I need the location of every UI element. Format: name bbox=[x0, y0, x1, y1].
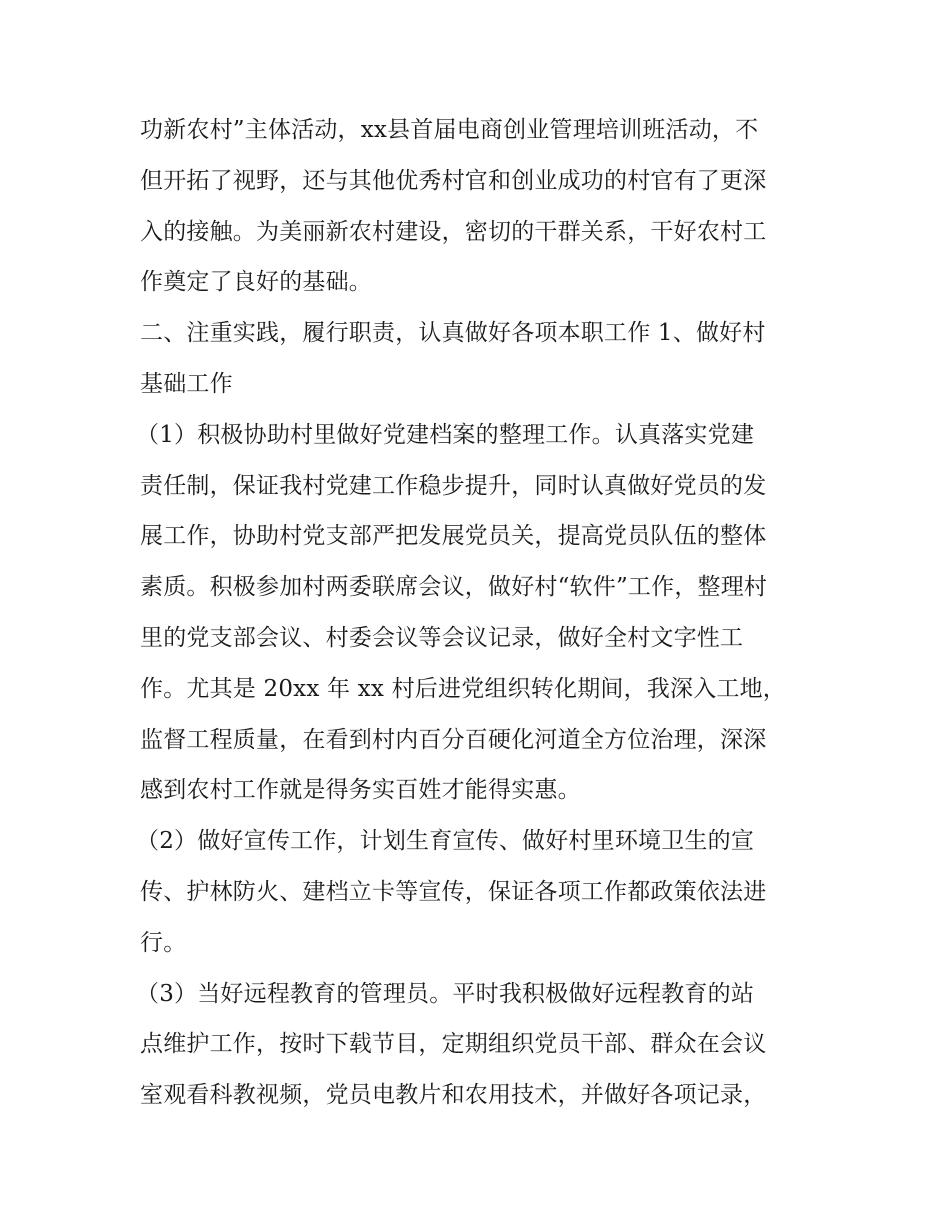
text-line: 感到农村工作就是得务实百姓才能得实惠。 bbox=[140, 777, 581, 804]
text-line: （2）做好宣传工作，计划生育宣传、做好村里环境卫生的宣 bbox=[136, 828, 755, 855]
text-line: 素质。积极参加村两委联席会议，做好村“软件”工作，整理村 bbox=[140, 574, 768, 601]
text-line: 作。尤其是 20xx 年 xx 村后进党组织转化期间，我深入工地， bbox=[140, 675, 786, 702]
section-heading-cont: 基础工作 bbox=[140, 370, 233, 397]
body-text bbox=[136, 105, 820, 1121]
section-heading: 二、注重实践，履行职责，认真做好各项本职工作 1、做好村 bbox=[140, 320, 766, 347]
text-line: 点维护工作，按时下载节目，定期组织党员干部、群众在会议 bbox=[140, 1031, 767, 1058]
text-line: 室观看科教视频，党员电教片和农用技术，并做好各项记录， bbox=[140, 1082, 767, 1109]
text-line: 展工作，协助村党支部严把发展党员关，提高党员队伍的整体 bbox=[140, 523, 767, 550]
text-line: 传、护林防火、建档立卡等宣传，保证各项工作都政策依法进 bbox=[140, 878, 767, 905]
text-line: 责任制，保证我村党建工作稳步提升，同时认真做好党员的发 bbox=[140, 472, 767, 499]
text-line: （1）积极协助村里做好党建档案的整理工作。认真落实党建 bbox=[136, 421, 755, 448]
text-line: 行。 bbox=[140, 929, 187, 956]
text-line: 功新农村”主体活动，xx县首届电商创业管理培训班活动，不 bbox=[140, 117, 759, 143]
text-line: 入的接触。为美丽新农村建设，密切的干群关系，干好农村工 bbox=[140, 218, 767, 245]
text-line: 监督工程质量，在看到村内百分百硬化河道全方位治理，深深 bbox=[140, 726, 767, 753]
text-line: 里的党支部会议、村委会议等会议记录，做好全村文字性工 bbox=[140, 624, 744, 651]
text-line: 但开拓了视野，还与其他优秀村官和创业成功的村官有了更深 bbox=[140, 167, 767, 194]
text-line: 作奠定了良好的基础。 bbox=[140, 269, 372, 296]
text-line: （3）当好远程教育的管理员。平时我积极做好远程教育的站 bbox=[136, 980, 755, 1007]
